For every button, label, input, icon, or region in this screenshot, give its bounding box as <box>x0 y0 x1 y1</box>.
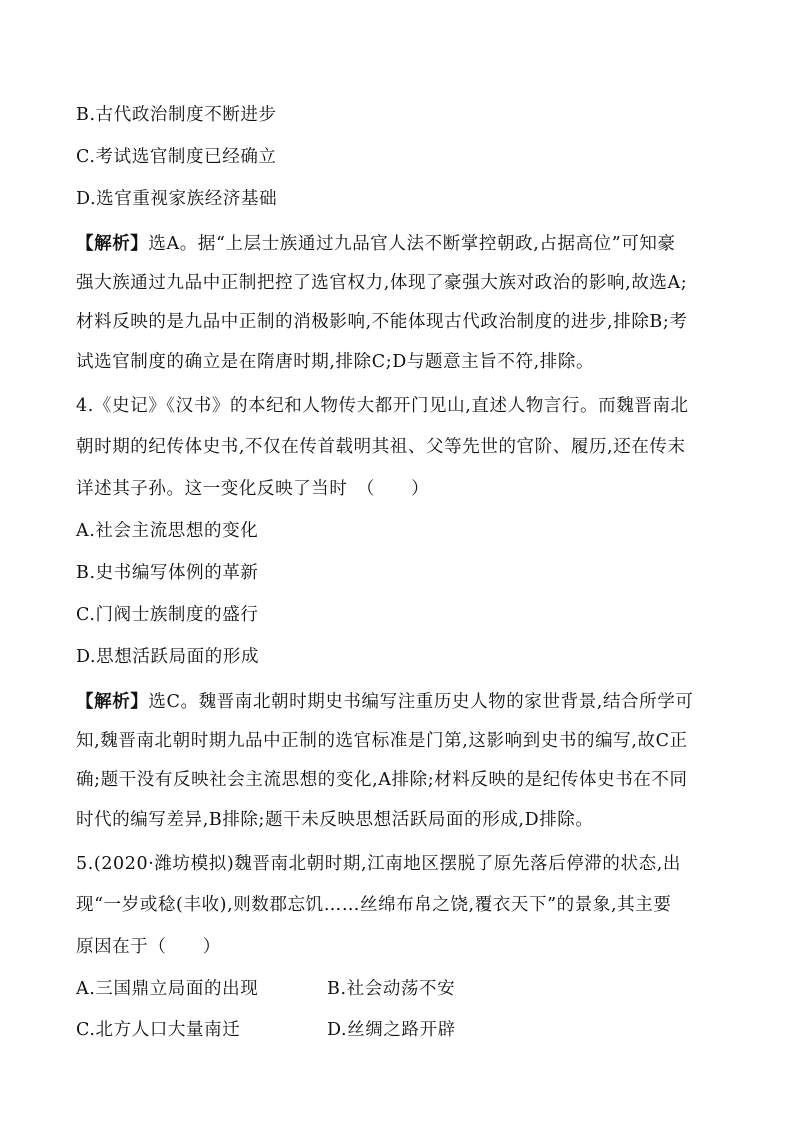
q4-option-d: D.思想活跃局面的形成 <box>76 647 260 667</box>
q5-option-a: A.三国鼎立局面的出现 <box>76 979 259 999</box>
q5-stem-line-3: 原因在于（ ） <box>76 937 221 957</box>
q4-stem-line-2: 朝时期的纪传体史书,不仅在传首载明其祖、父等先世的官阶、履历,还在传末 <box>76 437 686 457</box>
q4-explanation-line-4: 时代的编写差异,B排除;题干未反映思想活跃局面的形成,D排除。 <box>76 810 594 830</box>
q5-option-b: B.社会动荡不安 <box>327 979 456 999</box>
q5-option-c: C.北方人口大量南迁 <box>76 1020 241 1040</box>
q3-option-b: B.古代政治制度不断进步 <box>76 105 277 125</box>
q4-stem-line-1: 4.《史记》《汉书》的本纪和人物传大都开门见山,直述人物言行。而魏晋南北 <box>76 396 689 416</box>
q3-explanation-text: 选A。据“上层士族通过九品官人法不断掌控朝政,占据高位”可知豪 <box>148 234 676 254</box>
q4-explanation-line-1 <box>76 690 728 714</box>
q4-option-b: B.史书编写体例的革新 <box>76 563 259 583</box>
q3-explanation-line-1 <box>76 232 728 256</box>
q3-explanation-line-3: 材料反映的是九品中正制的消极影响,不能体现古代政治制度的进步,排除B;考 <box>76 312 688 332</box>
q3-option-c: C.考试选官制度已经确立 <box>76 147 277 167</box>
q4-stem-line-3: 详述其子孙。这一变化反映了当时 （ ） <box>76 479 430 499</box>
q5-stem-line-2: 现“一岁或稔(丰收),则数郡忘饥……丝绵布帛之饶,覆衣天下”的景象,其主要 <box>76 895 672 915</box>
q5-option-d: D.丝绸之路开辟 <box>327 1020 456 1040</box>
q3-explanation-line-2: 强大族通过九品中正制把控了选官权力,体现了豪强大族对政治的影响,故选A; <box>76 273 688 293</box>
q4-explanation-tag: 【解析】 <box>76 692 149 712</box>
q3-explanation-line-4: 试选官制度的确立是在隋唐时期,排除C;D与题意主旨不符,排除。 <box>76 352 595 372</box>
q4-explanation-text: 选C。魏晋南北朝时期史书编写注重历史人物的家世背景,结合所学可 <box>148 692 694 712</box>
q4-explanation-line-2: 知,魏晋南北朝时期九品中正制的选官标准是门第,这影响到史书的编写,故C正 <box>76 731 688 751</box>
q3-explanation-tag: 【解析】 <box>76 234 149 254</box>
q3-option-d: D.选官重视家族经济基础 <box>76 189 278 209</box>
q4-option-a: A.社会主流思想的变化 <box>76 521 259 541</box>
q4-explanation-line-3: 确;题干没有反映社会主流思想的变化,A排除;材料反映的是纪传体史书在不同 <box>76 770 688 790</box>
q4-option-c: C.门阀士族制度的盛行 <box>76 605 259 625</box>
q5-stem-line-1: 5.(2020·潍坊模拟)魏晋南北朝时期,江南地区摆脱了原先落后停滞的状态,出 <box>76 854 681 874</box>
